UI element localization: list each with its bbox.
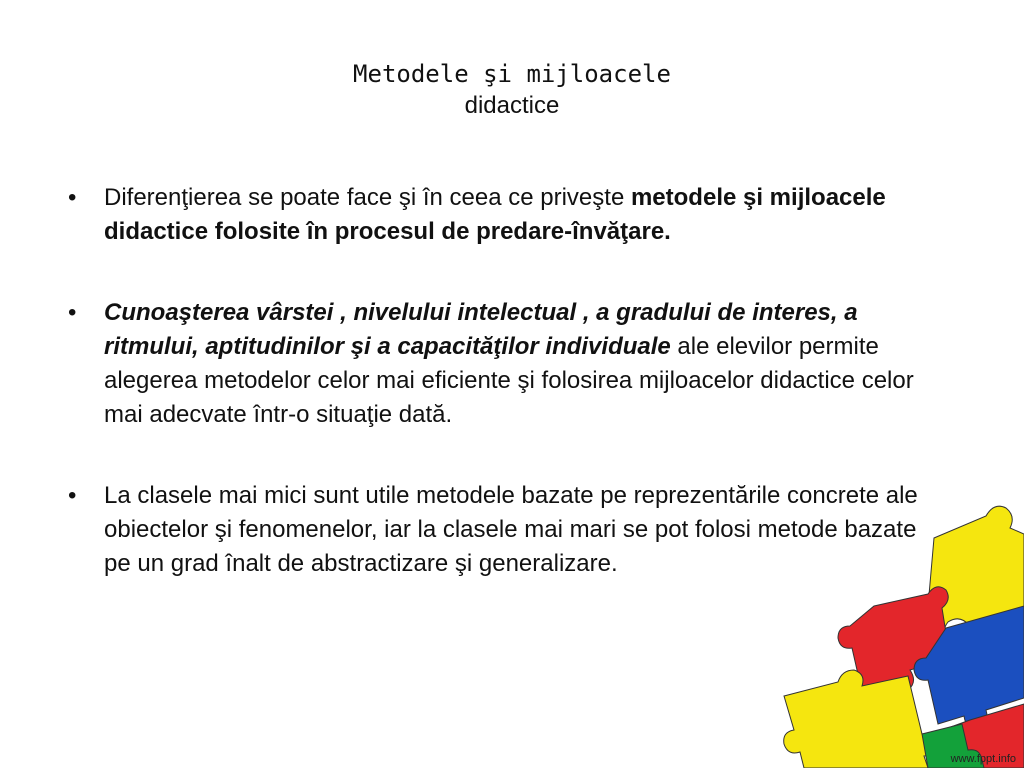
watermark: www.fppt.info: [950, 753, 1016, 765]
bullet-item-2: [60, 296, 940, 432]
title-line-1: Metodele şi mijloacele: [353, 60, 671, 88]
bullet-1-bold-text: metodele şi mijloacele didactice folosite în procesul de predare-învăţare.: [104, 184, 886, 245]
bullet-marker: •: [68, 482, 77, 509]
bullet-item-1: [60, 181, 940, 249]
bullet-2-bold-italic-text: Cunoaşterea vârstei , nivelului intelectual , a gradului de interes, a ritmului, aptitudinilor şi a capacităţilor individuale: [104, 299, 858, 360]
puzzle-piece-yellow-bottom: [784, 670, 936, 768]
slide-title: [0, 58, 1024, 122]
bullet-list: [60, 181, 940, 628]
bullet-2-text: ale elevilor permite alegerea metodelor celor mai eficiente şi folosirea mijloacelor didactice celor mai adecvate într-o situaţie dată.: [104, 333, 914, 428]
bullet-1-text: Diferenţierea se poate face şi în ceea ce priveşte: [104, 184, 631, 211]
bullet-item-3: [60, 479, 940, 581]
bullet-marker: •: [68, 184, 77, 211]
title-line-2: didactice: [464, 92, 560, 119]
bullet-marker: •: [68, 299, 77, 326]
bullet-3-text: La clasele mai mici sunt utile metodele bazate pe reprezentările concrete ale obiectelor şi fenomenelor, iar la clasele mai mari se pot folosi metode bazate pe un grad înalt de abstractizare şi generalizare.: [104, 482, 918, 577]
